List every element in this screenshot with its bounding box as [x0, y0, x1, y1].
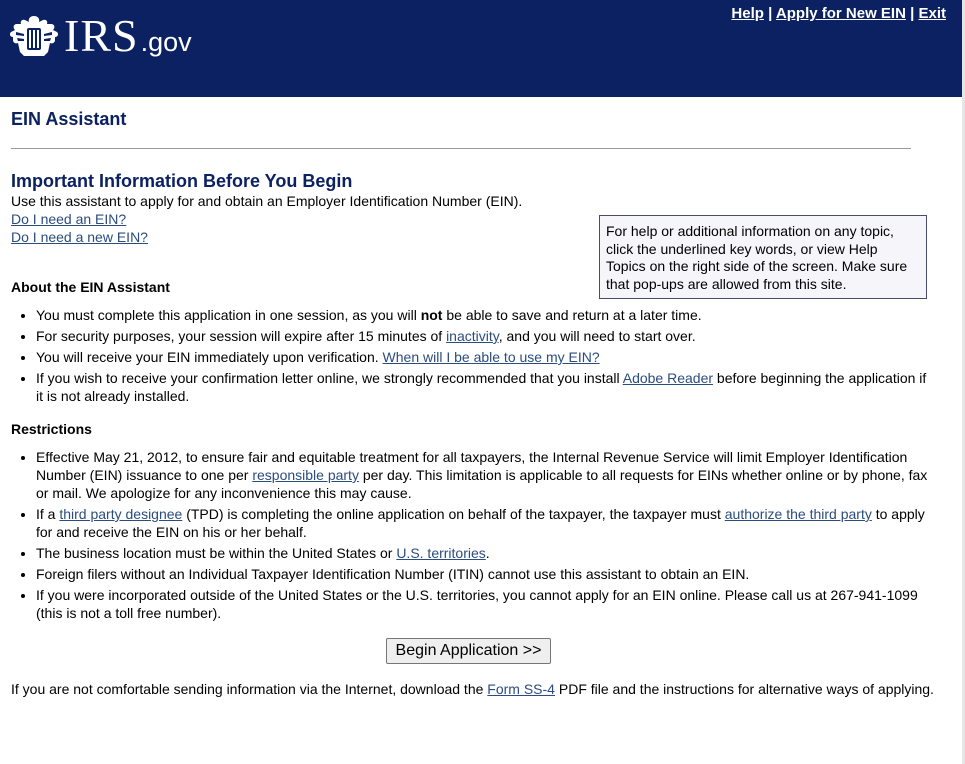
list-item: • Foreign filers without an Individual Taxpayer Identification Number (ITIN) cannot use this assistant to obtain an EIN. — [36, 565, 936, 583]
need-ein-link[interactable]: Do I need an EIN? — [11, 211, 127, 227]
list-item: • The business location must be within the United States or U.S. territories. — [36, 544, 936, 562]
begin-button-wrap — [11, 638, 936, 664]
list-item: • You must complete this application in one session, as you will not be able to save and return at a later time. — [36, 306, 936, 324]
list-item: • Effective May 21, 2012, to ensure fair and equitable treatment for all taxpayers, the Internal Revenue Service will limit Employer Identification Number (EIN) issuance to one per responsible party per day. This limitation is applicable to all requests for EINs whether online or by phone, fax or mail. We apologize for any inconvenience this may cause. — [36, 448, 936, 502]
irs-logo[interactable] — [8, 12, 192, 60]
apply-new-ein-link[interactable]: Apply for New EIN — [775, 5, 906, 22]
link-separator: | — [763, 5, 776, 22]
footer-text: If you are not comfortable sending information via the Internet, download the Form SS-4 PDF file and the instructions for alternative ways of applying. — [11, 681, 934, 697]
inactivity-link[interactable]: inactivity — [446, 328, 499, 344]
emphasis-not: not — [420, 307, 443, 323]
help-info-box: For help or additional information on any topic, click the underlined key words, or view Help Topics on the right side of the screen. Make sure that pop-ups are allowed from this site. — [599, 215, 927, 299]
when-use-ein-link[interactable]: When will I be able to use my EIN? — [382, 349, 600, 365]
site-header — [0, 0, 962, 97]
logo-gov-text: .gov — [140, 26, 192, 57]
list-item: • If you were incorporated outside of the United States or the U.S. territories, you cannot apply for an EIN online. Please call us at 267-941-1099 (this is not a toll free number). — [36, 586, 936, 622]
us-territories-link[interactable]: U.S. territories — [396, 545, 486, 561]
about-heading: About the EIN Assistant — [11, 279, 170, 295]
responsible-party-link[interactable]: responsible party — [252, 467, 359, 483]
list-item: • For security purposes, your session will expire after 15 minutes of inactivity, and you will need to start over. — [36, 327, 936, 345]
intro-text: Use this assistant to apply for and obtain an Employer Identification Number (EIN). — [11, 193, 523, 209]
third-party-designee-link[interactable]: third party designee — [59, 506, 183, 522]
begin-application-button[interactable]: Begin Application >> — [386, 638, 552, 664]
restrictions-heading: Restrictions — [11, 421, 92, 437]
main-content — [11, 106, 936, 698]
top-links — [731, 5, 946, 22]
list-item: • If you wish to receive your confirmation letter online, we strongly recommended that you install Adobe Reader before beginning the application if it is not already installed. — [36, 369, 936, 405]
adobe-reader-link[interactable]: Adobe Reader — [622, 370, 714, 386]
list-item: • You will receive your EIN immediately upon verification. When will I be able to use my EIN? — [36, 348, 936, 366]
page-title: EIN Assistant — [11, 109, 127, 129]
need-new-ein-link[interactable]: Do I need a new EIN? — [11, 229, 148, 245]
link-separator: | — [905, 5, 919, 22]
exit-link[interactable]: Exit — [918, 5, 946, 22]
help-link[interactable]: Help — [731, 5, 764, 22]
list-item: • If a third party designee (TPD) is completing the online application on behalf of the taxpayer, the taxpayer must authorize the third party to apply for and receive the EIN on his or her behalf. — [36, 505, 936, 541]
about-list — [11, 306, 936, 405]
form-ss4-link[interactable]: Form SS-4 — [487, 681, 555, 697]
irs-eagle-icon — [8, 12, 60, 60]
logo-irs-text: IRS — [64, 10, 139, 61]
important-heading: Important Information Before You Begin — [11, 171, 353, 191]
divider — [11, 148, 911, 149]
authorize-third-party-link[interactable]: authorize the third party — [724, 506, 872, 522]
restrictions-list — [11, 448, 936, 622]
